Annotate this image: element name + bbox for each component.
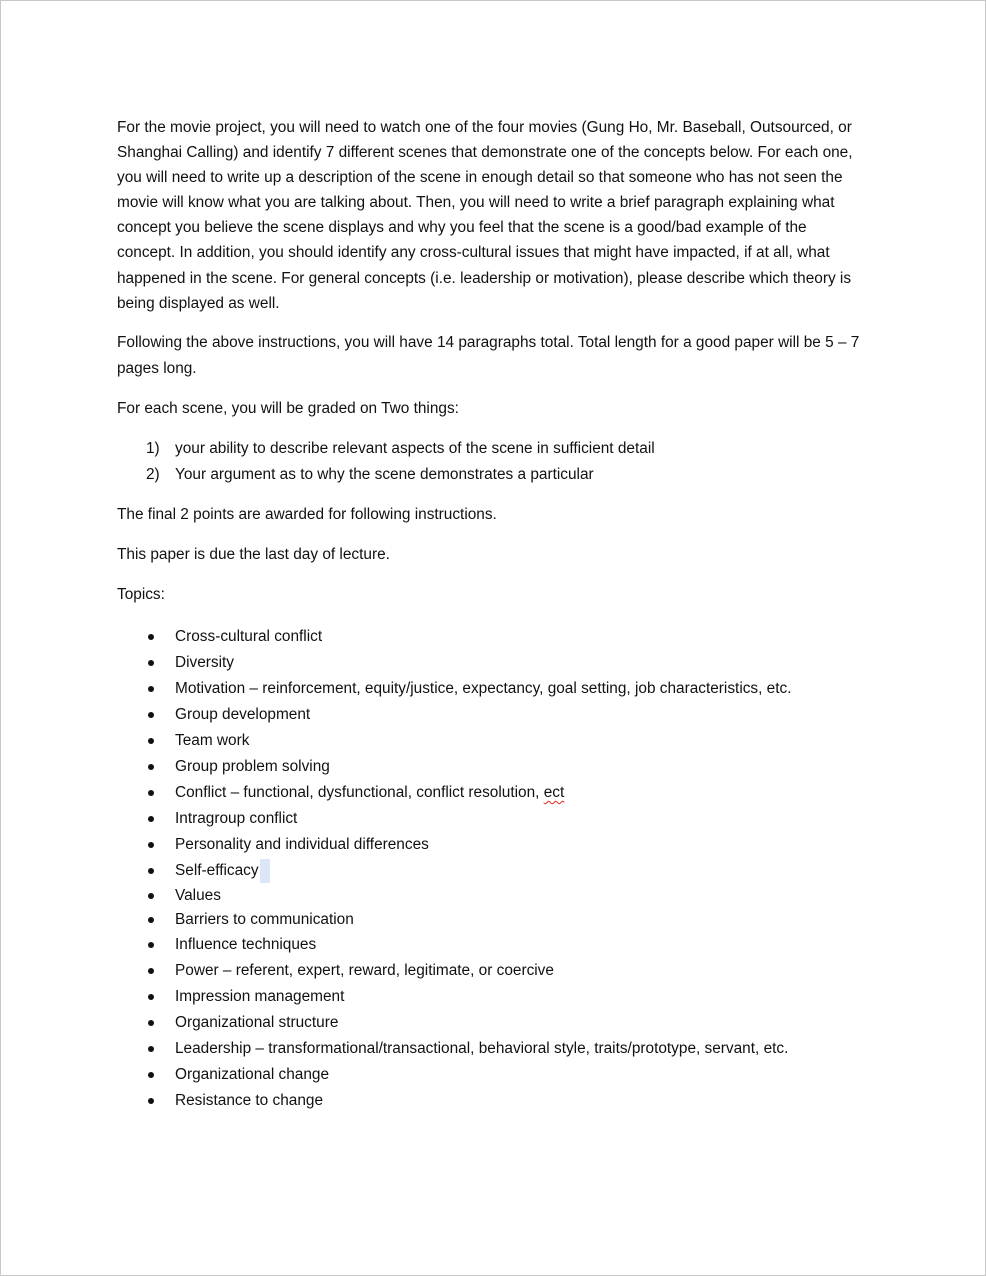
text-cursor-selection xyxy=(260,859,270,883)
list-item xyxy=(117,462,862,488)
bullet-icon xyxy=(148,917,154,923)
list-item xyxy=(117,780,862,806)
list-item xyxy=(117,1010,862,1036)
list-item xyxy=(117,436,862,462)
spellcheck-flagged-word[interactable]: ect xyxy=(543,783,565,801)
bullet-icon xyxy=(148,868,154,874)
topic-text: Team work xyxy=(175,731,250,749)
topic-text: Organizational structure xyxy=(175,1013,339,1031)
topic-text: Organizational change xyxy=(175,1065,330,1083)
list-item xyxy=(117,806,862,832)
list-item xyxy=(117,676,862,702)
bullet-icon xyxy=(148,634,154,640)
list-item xyxy=(117,932,862,958)
topic-text: Intragroup conflict xyxy=(175,809,298,827)
topic-text: Group problem solving xyxy=(175,757,330,775)
list-item xyxy=(117,650,862,676)
list-item-text: your ability to describe relevant aspects of the scene in sufficient detail xyxy=(175,439,655,457)
document-body[interactable] xyxy=(117,115,862,1114)
due-date-paragraph: This paper is due the last day of lecture. xyxy=(117,545,390,563)
topic-text: Barriers to communication xyxy=(175,910,354,928)
bullet-icon xyxy=(148,686,154,692)
bullet-icon xyxy=(148,968,154,974)
bullet-icon xyxy=(148,790,154,796)
list-number: 2) xyxy=(146,465,160,483)
topic-text: Power – referent, expert, reward, legitimate, or coercive xyxy=(175,961,554,979)
list-item xyxy=(117,908,862,932)
final-points-paragraph: The final 2 points are awarded for following instructions. xyxy=(117,505,497,523)
list-item xyxy=(117,702,862,728)
list-item-text: Your argument as to why the scene demonstrates a particular xyxy=(175,465,594,483)
bullet-icon xyxy=(148,1046,154,1052)
bullet-icon xyxy=(148,1098,154,1104)
bullet-icon xyxy=(148,712,154,718)
list-item xyxy=(117,1062,862,1088)
topic-text: Resistance to change xyxy=(175,1091,324,1109)
list-item xyxy=(117,984,862,1010)
bullet-icon xyxy=(148,942,154,948)
list-item xyxy=(117,832,862,858)
topic-text: Values xyxy=(175,886,221,904)
bullet-icon xyxy=(148,842,154,848)
list-item xyxy=(117,858,862,884)
topic-text: Diversity xyxy=(175,653,234,671)
bullet-icon xyxy=(148,764,154,770)
topics-heading: Topics: xyxy=(117,585,165,603)
list-number: 1) xyxy=(146,439,160,457)
length-note-paragraph: Following the above instructions, you will have 14 paragraphs total. Total length for a good paper will be 5 – 7 pages long. xyxy=(117,333,860,377)
list-item xyxy=(117,728,862,754)
topic-text: Cross-cultural conflict xyxy=(175,627,323,645)
grading-intro-paragraph: For each scene, you will be graded on Two things: xyxy=(117,399,459,417)
list-item xyxy=(117,754,862,780)
bullet-icon xyxy=(148,893,154,899)
list-item xyxy=(117,958,862,984)
topic-text: Conflict – functional, dysfunctional, conflict resolution, xyxy=(175,783,544,801)
bullet-icon xyxy=(148,738,154,744)
topic-text: Influence techniques xyxy=(175,935,317,953)
intro-paragraph: For the movie project, you will need to watch one of the four movies (Gung Ho, Mr. Baseball, Outsourced, or Shanghai Calling) and identify 7 different scenes that demonstrate one of the concepts below. For each one, you will need to write up a description of the scene in enough detail so that someone who has not seen the movie will know what you are talking about. Then, you will need to write a brief paragraph explaining what concept you believe the scene displays and why you feel that the scene is a good/bad example of the concept. In addition, you should identify any cross-cultural issues that might have impacted, if at all, what happened in the scene. For general concepts (i.e. leadership or motivation), please describe which theory is being displayed as well. xyxy=(117,119,853,312)
bullet-icon xyxy=(148,994,154,1000)
list-item xyxy=(117,1036,862,1062)
list-item xyxy=(117,624,862,650)
topic-text: Personality and individual differences xyxy=(175,835,429,853)
topic-text: Self-efficacy xyxy=(175,861,259,879)
topics-list xyxy=(117,624,862,1114)
topic-text: Motivation – reinforcement, equity/justice, expectancy, goal setting, job characteristics, etc. xyxy=(175,679,792,697)
list-item xyxy=(117,1088,862,1114)
bullet-icon xyxy=(148,1020,154,1026)
bullet-icon xyxy=(148,660,154,666)
topic-text: Group development xyxy=(175,705,311,723)
list-item xyxy=(117,884,862,908)
grading-criteria-list xyxy=(117,436,862,488)
bullet-icon xyxy=(148,816,154,822)
topic-text: Impression management xyxy=(175,987,345,1005)
topic-text: Leadership – transformational/transactional, behavioral style, traits/prototype, servant, etc. xyxy=(175,1039,789,1057)
bullet-icon xyxy=(148,1072,154,1078)
